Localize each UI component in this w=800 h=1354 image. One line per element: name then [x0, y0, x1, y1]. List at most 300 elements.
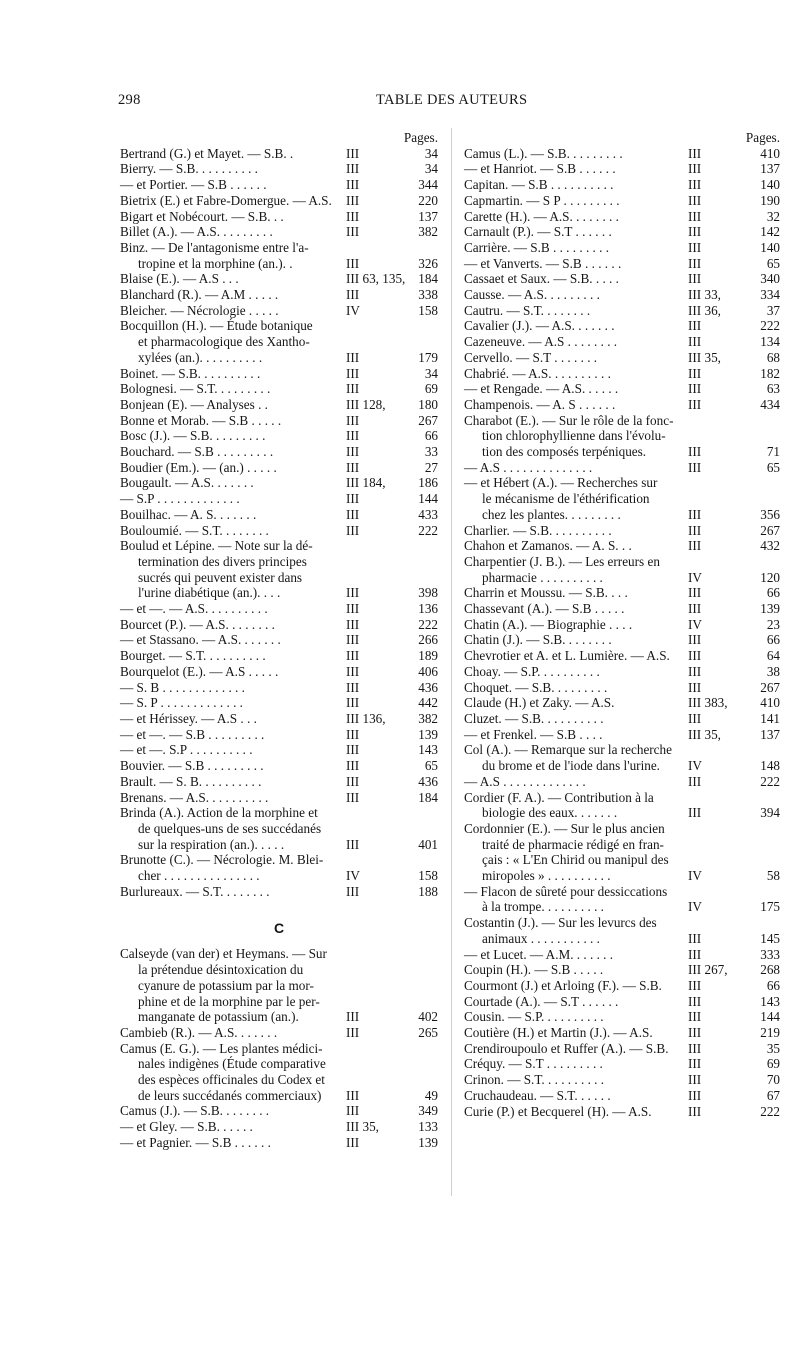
entry-volume: IV [688, 868, 702, 884]
entry-page: 137 [760, 161, 780, 177]
entry-volume: III [346, 381, 360, 397]
entry-volume: III 35, [688, 726, 721, 742]
entry-text-line: — Flacon de sûreté pour dessiccations [464, 883, 668, 899]
entry-reference-row [120, 146, 438, 162]
index-entry [464, 256, 780, 272]
entry-reference-row [120, 695, 438, 711]
entry-reference-row [120, 585, 438, 601]
entry-page: 148 [760, 758, 780, 774]
entry-text-line: Carette (H.). — A.S. . . . . . . . [464, 208, 619, 224]
entry-text-line: xylées (an.). . . . . . . . . . [138, 349, 263, 365]
entry-page: 139 [760, 601, 780, 617]
entry-page: 32 [766, 208, 780, 224]
entry-volume: IV [688, 569, 702, 585]
entry-text-line: — et Gley. — S.B. . . . . . [120, 1119, 253, 1135]
entry-volume: III [346, 836, 360, 852]
entry-text-line: biologie des eaux. . . . . . . [482, 805, 618, 821]
entry-text-line: Créquy. — S.T . . . . . . . . . [464, 1056, 603, 1072]
entry-text-line: Cluzet. — S.B. . . . . . . . . . [464, 711, 604, 726]
page-number: 298 [118, 92, 141, 108]
entry-page: 180 [418, 396, 438, 412]
entry-page: 402 [418, 1009, 438, 1025]
entry-volume: III [688, 506, 702, 522]
entry-page: 144 [760, 1009, 780, 1025]
entry-page: 69 [766, 1056, 780, 1072]
entry-text-line: pharmacie . . . . . . . . . . [482, 569, 603, 585]
entry-reference-row [120, 680, 438, 696]
entry-reference-row [464, 1072, 780, 1088]
entry-volume: III [346, 663, 360, 679]
entry-page: 406 [418, 663, 438, 679]
entry-volume: III [346, 1009, 360, 1025]
index-entry [464, 554, 780, 585]
entry-page: 34 [424, 365, 438, 381]
entry-volume: IV [346, 302, 360, 318]
index-entry [120, 774, 438, 790]
pages-heading-right: Pages. [745, 130, 780, 145]
column-divider [451, 128, 452, 1196]
entry-volume: III [688, 648, 702, 664]
entry-text-line: la prétendue désintoxication du [138, 962, 304, 978]
entry-page: 189 [418, 648, 438, 664]
entry-text-line: Bocquillon (H.). — Étude botanique [120, 318, 313, 334]
index-entry [120, 366, 438, 382]
entry-volume: III [688, 946, 702, 962]
entry-page: 63 [766, 381, 780, 397]
entry-text-line: l'urine diabétique (an.). . . . [138, 585, 281, 601]
entry-reference-row [120, 177, 438, 193]
entry-page: 134 [760, 334, 780, 350]
entry-page: 33 [424, 444, 438, 460]
entry-volume: III [688, 145, 702, 161]
entry-text-line: Capitan. — S.B . . . . . . . . . . [464, 177, 614, 193]
index-entry [120, 1135, 438, 1151]
right-column [464, 130, 780, 1119]
entry-volume: III [688, 1103, 702, 1119]
entry-reference-row [464, 303, 780, 319]
entry-volume: III [688, 271, 702, 287]
entry-text-line: tion chlorophyllienne dans l'évolu- [482, 428, 666, 444]
entry-text-line: Billet (A.). — A.S. . . . . . . . . [120, 224, 273, 240]
entry-reference-row [464, 334, 780, 350]
entry-volume: III 184, [346, 475, 386, 491]
entry-page: 68 [766, 349, 780, 365]
entry-page: 70 [766, 1072, 780, 1088]
entry-text-line: Bourcet (P.). — A.S. . . . . . . . [120, 616, 275, 632]
entry-text-line: — et —. — A.S. . . . . . . . . . [120, 601, 268, 617]
entry-volume: III [346, 648, 360, 664]
entry-volume: III [346, 1134, 360, 1150]
entry-text-line: sucrés qui peuvent exister dans [138, 569, 303, 585]
entry-volume: III [688, 224, 702, 240]
entry-text-line: Bolognesi. — S.T. . . . . . . . . [120, 381, 271, 397]
entry-text-line: Boulud et Lépine. — Note sur la dé- [120, 538, 313, 554]
index-entry [464, 209, 780, 225]
entry-reference-row [120, 632, 438, 648]
entry-text-line: sur la respiration (an.). . . . . [138, 836, 285, 852]
entry-page: 69 [424, 381, 438, 397]
entry-page: 49 [424, 1087, 438, 1103]
entry-text-line: manganate de potassium (an.). [138, 1009, 299, 1025]
index-entry [464, 366, 780, 382]
entry-reference-row [464, 947, 780, 963]
entry-page: 222 [760, 773, 780, 789]
entry-volume: III [346, 412, 360, 428]
left-column [120, 130, 438, 1151]
entry-reference-row [120, 271, 438, 287]
entry-volume: III [688, 177, 702, 193]
index-entry [120, 287, 438, 303]
entry-reference-row [464, 680, 780, 696]
entry-page: 34 [424, 145, 438, 161]
entry-page: 120 [760, 569, 780, 585]
pages-heading-left: Pages. [403, 130, 438, 145]
entry-reference-row [120, 884, 438, 900]
index-entry [120, 742, 438, 758]
entry-volume: III [688, 334, 702, 350]
entry-volume: III [688, 1025, 702, 1041]
entry-text-line: Bietrix (E.) et Fabre-Domergue. — A.S. [120, 192, 332, 208]
entry-page: 188 [418, 883, 438, 899]
entry-volume: III [688, 208, 702, 224]
index-entry [464, 381, 780, 397]
entry-page: 340 [760, 271, 780, 287]
entry-reference-row [120, 727, 438, 743]
entry-page: 382 [418, 711, 438, 726]
entry-text-line: Chabrié. — A.S. . . . . . . . . . [464, 365, 611, 381]
entry-volume: III [346, 255, 360, 271]
entry-volume: III [346, 287, 360, 303]
entry-reference-row [120, 711, 438, 727]
entry-volume: III [346, 177, 360, 193]
entry-volume: III [688, 459, 702, 475]
entry-reference-row [464, 177, 780, 193]
entry-volume: IV [688, 758, 702, 774]
entry-reference-row [464, 209, 780, 225]
index-entry [120, 303, 438, 319]
entry-volume: III [346, 444, 360, 460]
index-entry [464, 1104, 780, 1120]
entry-text-line: Choay. — S.P. . . . . . . . . . [464, 663, 600, 679]
entry-page: 58 [766, 868, 780, 884]
entry-volume: III 35, [346, 1119, 379, 1135]
entry-page: 142 [760, 224, 780, 240]
entry-reference-row [120, 381, 438, 397]
entry-reference-row [120, 460, 438, 476]
entry-page: 71 [766, 444, 780, 460]
entry-page: 222 [760, 318, 780, 334]
entry-volume: III [346, 224, 360, 240]
entry-text-line: Cavalier (J.). — A.S. . . . . . . [464, 318, 615, 334]
entry-text-line: — et —. — S.B . . . . . . . . . [120, 726, 265, 742]
index-entry [464, 523, 780, 539]
entry-text-line: Charrin et Moussu. — S.B. . . . [464, 585, 628, 601]
entry-text-line: Blaise (E.). — A.S . . . [120, 271, 239, 287]
entry-reference-row [120, 475, 438, 491]
entry-text-line: de leurs succédanés commerciaux) [138, 1087, 322, 1103]
entry-volume: III [688, 161, 702, 177]
entry-reference-row [464, 727, 780, 743]
entry-page: 66 [766, 585, 780, 601]
index-entry [120, 758, 438, 774]
index-entry [120, 695, 438, 711]
entry-text-line: Costantin (J.). — Sur les levurcs des [464, 915, 657, 931]
entry-volume: III [688, 679, 702, 695]
entry-page: 267 [760, 522, 780, 538]
index-entry [464, 711, 780, 727]
entry-page: 37 [766, 302, 780, 318]
entry-text-line: du brome et de l'iode dans l'urine. [482, 758, 660, 774]
entry-reference-row [120, 256, 438, 272]
entry-text-line: chez les plantes. . . . . . . . . [482, 506, 621, 522]
entry-volume: III [688, 255, 702, 271]
index-entry [120, 460, 438, 476]
entry-volume: III [688, 632, 702, 648]
entry-reference-row [464, 256, 780, 272]
index-entry [464, 538, 780, 554]
index-entry [464, 601, 780, 617]
entry-text-line: — et Portier. — S.B . . . . . . [120, 177, 267, 193]
entry-text-line: de quelques-uns de ses succédanés [138, 820, 322, 836]
entry-reference-row [120, 1025, 438, 1041]
entry-page: 222 [418, 522, 438, 538]
entry-volume: III [346, 208, 360, 224]
entry-volume: III [346, 1087, 360, 1103]
entry-volume: III [346, 1024, 360, 1040]
entry-page: 184 [418, 789, 438, 805]
index-entry [120, 538, 438, 601]
entry-text-line: Claude (H.) et Zaky. — A.S. [464, 695, 615, 711]
entry-page: 401 [418, 836, 438, 852]
entry-reference-row [120, 868, 438, 884]
entry-text-line: Bouilhac. — A. S. . . . . . . [120, 506, 257, 522]
entry-volume: III [688, 1040, 702, 1056]
entry-volume: III [346, 1103, 360, 1119]
entry-text-line: Capmartin. — S P . . . . . . . . . [464, 192, 620, 208]
entry-reference-row [120, 1103, 438, 1119]
entry-text-line: termination des divers principes [138, 553, 307, 569]
entry-page: 139 [418, 1134, 438, 1150]
entry-reference-row [120, 742, 438, 758]
entry-text-line: Camus (L.). — S.B. . . . . . . . . [464, 145, 623, 161]
index-entry [464, 790, 780, 821]
index-entry [464, 1009, 780, 1025]
entry-page: 141 [760, 711, 780, 726]
entry-text-line: cher . . . . . . . . . . . . . . . [138, 868, 260, 884]
entry-page: 140 [760, 239, 780, 255]
entry-text-line: Brunotte (C.). — Nécrologie. M. Blei- [120, 852, 324, 868]
entry-volume: III [688, 318, 702, 334]
entry-reference-row [464, 1104, 780, 1120]
entry-reference-row [464, 774, 780, 790]
entry-text-line: Calseyde (van der) et Heymans. — Sur [120, 946, 327, 962]
entry-volume: III 35, [688, 349, 721, 365]
entry-reference-row [464, 366, 780, 382]
entry-text-line: Cordier (F. A.). — Contribution à la [464, 789, 654, 805]
index-entry [120, 413, 438, 429]
entry-page: 432 [760, 538, 780, 554]
entry-volume: III [688, 538, 702, 554]
index-entry [464, 1088, 780, 1104]
entry-reference-row [464, 1025, 780, 1041]
index-entry [464, 240, 780, 256]
entry-page: 144 [418, 491, 438, 507]
entry-reference-row [464, 161, 780, 177]
index-entry [120, 193, 438, 209]
index-entry [464, 947, 780, 963]
index-entry [464, 397, 780, 413]
entry-page: 137 [760, 726, 780, 742]
right-entry-list [464, 146, 780, 1120]
entry-text-line: Chevrotier et A. et L. Lumière. — A.S. [464, 648, 670, 664]
entry-reference-row [464, 758, 780, 774]
entry-volume: III [688, 1087, 702, 1103]
entry-text-line: Bierry. — S.B. . . . . . . . . . [120, 161, 258, 177]
entry-reference-row [120, 413, 438, 429]
entry-reference-row [464, 538, 780, 554]
entry-volume: III [688, 993, 702, 1009]
entry-volume: III [688, 585, 702, 601]
index-entry [464, 413, 780, 460]
entry-volume: III [346, 758, 360, 774]
entry-page: 27 [424, 459, 438, 475]
entry-reference-row [120, 397, 438, 413]
entry-volume: III [346, 585, 360, 601]
entry-volume: III [688, 444, 702, 460]
entry-page: 140 [760, 177, 780, 193]
index-entry [464, 978, 780, 994]
entry-page: 143 [418, 742, 438, 758]
index-entry [120, 946, 438, 1025]
entry-text-line: — et Vanverts. — S.B . . . . . . [464, 255, 622, 271]
index-entry [464, 287, 780, 303]
index-entry [120, 381, 438, 397]
entry-text-line: — et —. S.P . . . . . . . . . . [120, 742, 253, 758]
entry-volume: III [688, 365, 702, 381]
index-entry [464, 664, 780, 680]
entry-volume: IV [688, 899, 702, 915]
entry-text-line: Courmont (J.) et Arloing (F.). — S.B. [464, 977, 662, 993]
entry-page: 175 [760, 899, 780, 915]
entry-text-line: Bonjean (E). — Analyses . . [120, 396, 268, 412]
entry-reference-row [464, 523, 780, 539]
entry-volume: III [346, 491, 360, 507]
entry-reference-row [120, 193, 438, 209]
entry-page: 158 [418, 302, 438, 318]
entry-text-line: — et Hébert (A.). — Recherches sur [464, 475, 658, 491]
entry-page: 394 [760, 805, 780, 821]
entry-page: 34 [424, 161, 438, 177]
entry-reference-row [120, 209, 438, 225]
entry-volume: III [346, 192, 360, 208]
entry-page: 38 [766, 663, 780, 679]
entry-page: 410 [760, 145, 780, 161]
index-entry [120, 601, 438, 617]
index-entry [120, 805, 438, 852]
entry-volume: III [688, 522, 702, 538]
entry-reference-row [120, 224, 438, 240]
entry-volume: III 128, [346, 396, 386, 412]
entry-text-line: Champenois. — A. S . . . . . . [464, 396, 616, 412]
entry-text-line: tion des composés terpéniques. [482, 444, 647, 460]
entry-page: 219 [760, 1025, 780, 1041]
entry-page: 326 [418, 255, 438, 271]
entry-page: 436 [418, 773, 438, 789]
entry-text-line: traité de pharmacie rédigé en fran- [482, 836, 664, 852]
entry-volume: III [688, 930, 702, 946]
entry-page: 442 [418, 695, 438, 711]
entry-volume: III [688, 1009, 702, 1025]
index-entry [464, 146, 780, 162]
index-entry [464, 915, 780, 946]
entry-page: 66 [766, 632, 780, 648]
c-entry-list [120, 946, 438, 1150]
index-entry [464, 1056, 780, 1072]
entry-text-line: Crinon. — S.T. . . . . . . . . . [464, 1072, 605, 1088]
entry-text-line: animaux . . . . . . . . . . . [482, 930, 600, 946]
entry-text-line: Curie (P.) et Becquerel (H). — A.S. [464, 1103, 652, 1119]
index-entry [120, 177, 438, 193]
entry-text-line: — S. P . . . . . . . . . . . . . [120, 695, 243, 711]
entry-page: 67 [766, 1087, 780, 1103]
index-entry [464, 695, 780, 711]
entry-text-line: Coutière (H.) et Martin (J.). — A.S. [464, 1025, 653, 1041]
entry-reference-row [464, 601, 780, 617]
entry-page: 139 [418, 726, 438, 742]
entry-text-line: Cautru. — S.T. . . . . . . . [464, 302, 591, 318]
entry-volume: III [688, 711, 702, 726]
entry-reference-row [120, 444, 438, 460]
entry-reference-row [464, 224, 780, 240]
page-header [118, 92, 778, 112]
entry-reference-row [120, 161, 438, 177]
entry-text-line: à la trompe. . . . . . . . . . [482, 899, 604, 915]
entry-volume: III [688, 1056, 702, 1072]
index-entry [120, 1119, 438, 1135]
entry-text-line: Camus (J.). — S.B. . . . . . . . [120, 1103, 270, 1119]
index-entry [120, 884, 438, 900]
entry-volume: III [346, 695, 360, 711]
entry-text-line: Chahon et Zamanos. — A. S. . . [464, 538, 632, 554]
entry-reference-row [120, 303, 438, 319]
index-entry [120, 271, 438, 287]
entry-page: 158 [418, 868, 438, 884]
index-entry [464, 774, 780, 790]
entry-volume: III [346, 726, 360, 742]
entry-text-line: Chatin (J.). — S.B. . . . . . . . [464, 632, 612, 648]
entry-text-line: cyanure de potassium par la mor- [138, 977, 314, 993]
entry-reference-row [464, 868, 780, 884]
index-entry [120, 1025, 438, 1041]
entry-reference-row [120, 664, 438, 680]
entry-volume: III [346, 789, 360, 805]
index-entry [120, 523, 438, 539]
entry-text-line: Camus (E. G.). — Les plantes médici- [120, 1040, 323, 1056]
index-entry [464, 334, 780, 350]
entry-text-line: Bosc (J.). — S.B. . . . . . . . . [120, 428, 266, 444]
entry-volume: III [346, 145, 360, 161]
entry-reference-row [120, 366, 438, 382]
entry-page: 23 [766, 616, 780, 632]
entry-text-line: Col (A.). — Remarque sur la recherche [464, 742, 672, 758]
entry-text-line: Brenans. — A.S. . . . . . . . . . [120, 789, 269, 805]
index-entry [464, 994, 780, 1010]
entry-volume: III [688, 192, 702, 208]
index-entry [120, 209, 438, 225]
entry-page: 338 [418, 287, 438, 303]
entry-text-line: — A.S . . . . . . . . . . . . . [464, 773, 586, 789]
index-entry [120, 852, 438, 883]
